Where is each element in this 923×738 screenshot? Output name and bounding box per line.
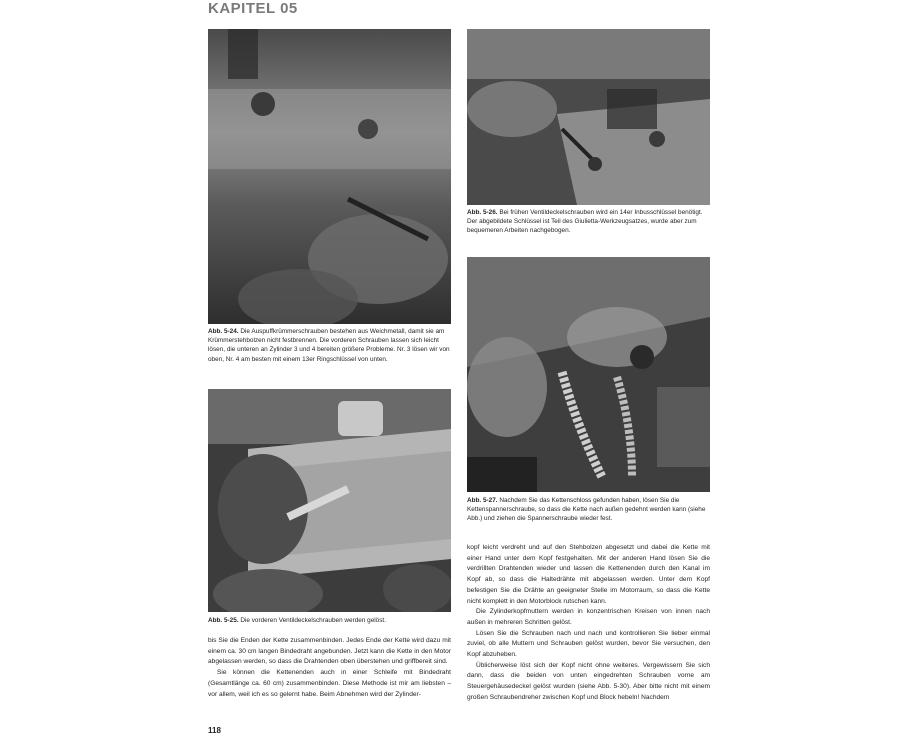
caption-text: Bei frühen Ventildeckelschrauben wird ein 14er Inbusschlüssel benötigt. Der abgebildete Schlüssel ist Teil des Giulietta-Werkzeugsatzes, wurde aber zum bequemeren Arbeiten nachgebogen. <box>467 209 703 235</box>
caption-abb-5-25 <box>208 616 451 625</box>
caption-text: Die vorderen Ventildeckelschrauben werden gelöst. <box>240 617 386 624</box>
caption-abb-5-26 <box>467 208 710 236</box>
caption-label: Abb. 5-26. <box>467 209 498 216</box>
photo-allen-key <box>467 29 710 205</box>
body-text-right-column <box>467 543 710 704</box>
caption-abb-5-27 <box>467 496 710 524</box>
paragraph: bis Sie die Enden der Kette zusammenbinden. Jedes Ende der Kette wird dazu mit einem ca. 30 cm langen Bindedraht angebunden. Jetzt kann die Kette in den Motor abgelassen werden, so dass die Drahtenden oben überstehen und griffbereit sind. <box>208 637 451 666</box>
caption-text: Nachdem Sie das Kettenschloss gefunden haben, lösen Sie die Kettenspannerschraube, so dass die Kette nach außen gedehnt werden kann (siehe Abb.) und ziehen die Spannerschraube wieder fest. <box>467 497 706 523</box>
paragraph: kopf leicht verdreht und auf den Stehbolzen abgesetzt und dabei die Kette mit einer Hand unter dem Kopf festgehalten. Mit der anderen Hand lösen Sie die verdrillten Drahtenden wieder und lassen die Kettenenden durch den Kanal im Kopf ab, so dass die Haltedrähte mit abgelassen werden. Unter dem Kopf befestigen Sie die Drähte an geeigneter Stelle im Motorraum, so dass die Kette nicht komplett in den Motorblock rutschen kann. <box>467 544 710 605</box>
page-number: 118 <box>208 726 221 735</box>
paragraph: Die Zylinderkopfmuttern werden in konzentrischen Kreisen von innen nach außen in mehreren Schritten gelöst. <box>467 608 710 626</box>
paragraph: Lösen Sie die Schrauben nach und nach und kontrollieren Sie lieber einmal zuviel, ob alle Muttern und Schrauben gelöst wurden, bevor Sie versuchen, den Kopf abzuheben. <box>467 629 710 659</box>
body-text-left-column <box>208 636 451 700</box>
caption-text: Die Auspuffkrümmerschrauben bestehen aus Weichmetall, damit sie am Krümmerstehbolzen nicht festbrennen. Die vorderen Schrauben lassen sich leicht lösen, die unteren an Zylinder 3 und 4 bereiten größere Probleme. Nr. 3 lösen wir von oben, Nr. 4 am besten mit einem 13er Ringschlüssel von unten. <box>208 328 450 363</box>
photo-timing-chain <box>467 257 710 492</box>
photo-valve-cover <box>208 389 451 612</box>
chapter-heading: KAPITEL 05 <box>208 0 298 17</box>
caption-label: Abb. 5-25. <box>208 617 239 624</box>
caption-label: Abb. 5-24. <box>208 328 239 335</box>
caption-abb-5-24 <box>208 327 451 364</box>
photo-exhaust-manifold <box>208 29 451 324</box>
caption-label: Abb. 5-27. <box>467 497 498 504</box>
paragraph: Sie können die Kettenenden auch in einer Schleife mit Bindedraht (Gesamtlänge ca. 60 cm) zusammenbinden. Diese Methode ist mir am liebsten – vor allem, weil ich es so gelernt habe. Beim Abnehmen wird der Zylinder- <box>208 669 451 698</box>
paragraph: Üblicherweise löst sich der Kopf nicht ohne weiteres. Vergewissern Sie sich dann, dass die beiden von unten eingedrehten Schrauben vorne am Steuergehäusedeckel gelöst wurden (siehe Abb. 5-30). Aber bitte nicht mit einem großen Schraubendreher zwischen Kopf und Block hebeln! Nachdem <box>467 661 710 701</box>
